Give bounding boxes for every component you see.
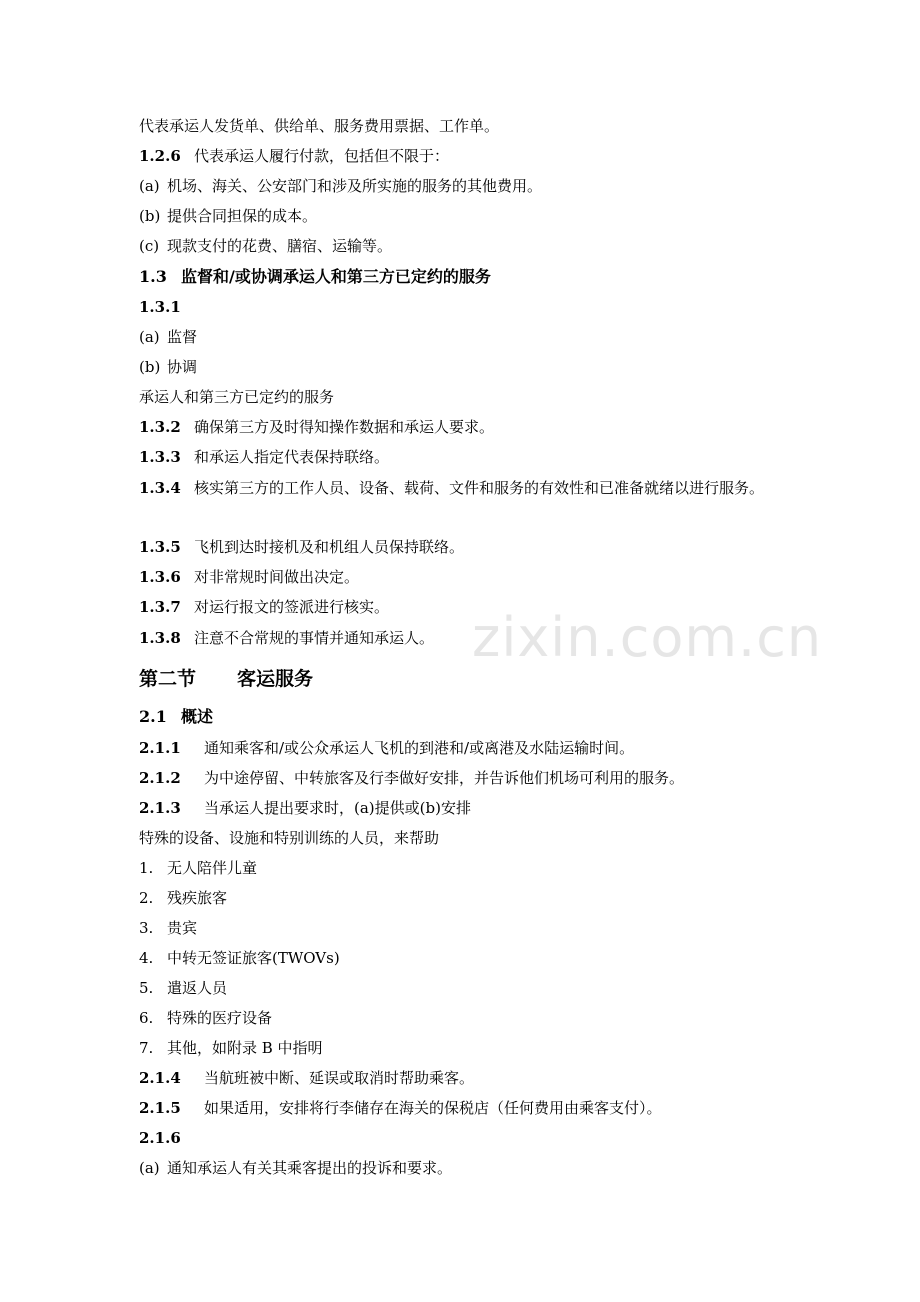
clause-text: 对运行报文的签派进行核实。 [194, 598, 390, 616]
list-item [139, 325, 197, 349]
item-text: 遣返人员 [167, 979, 228, 997]
paragraph: 特殊的设备、设施和特别训练的人员，来帮助 [139, 829, 440, 847]
clause-1-2-6 [139, 144, 449, 168]
clause-text: 为中途停留、中转旅客及行李做好安排，并告诉他们机场可利用的服务。 [204, 769, 685, 787]
item-number: 4. [139, 949, 154, 967]
clause-text: 代表承运人履行付款，包括但不限于： [194, 147, 450, 165]
item-text: 监督 [167, 328, 198, 346]
clause-number: 2.1.3 [139, 799, 181, 817]
chapter-title: 客运服务 [237, 668, 314, 690]
section-title: 监督和/或协调承运人和第三方已定约的服务 [181, 267, 491, 286]
item-label: (c) [139, 237, 160, 255]
list-item [139, 916, 197, 940]
section-title: 概述 [181, 707, 214, 726]
clause-1-3-8 [139, 626, 434, 650]
clause-number: 1.3.2 [139, 418, 181, 436]
clause-number: 1.3.7 [139, 598, 181, 616]
clause-number: 1.3.4 [139, 479, 181, 497]
item-label: (b) [139, 358, 161, 376]
list-item [139, 1006, 272, 1030]
clause-number: 1.2.6 [139, 147, 181, 165]
clause-1-3-7 [139, 595, 389, 619]
item-number: 5. [139, 979, 154, 997]
clause-1-3-3 [139, 445, 389, 469]
item-text: 其他，如附录 B 中指明 [167, 1039, 323, 1057]
list-item [139, 946, 340, 970]
section-heading-2-1 [139, 705, 213, 729]
clause-text: 当承运人提出要求时，(a)提供或(b)安排 [204, 799, 471, 817]
clause-number: 1.3.5 [139, 538, 181, 556]
list-item [139, 174, 542, 198]
item-text: 机场、海关、公安部门和涉及所实施的服务的其他费用。 [167, 177, 543, 195]
clause-number: 1.3.6 [139, 568, 181, 586]
clause-text: 当航班被中断、延误或取消时帮助乘客。 [204, 1069, 475, 1087]
clause-2-1-3 [139, 796, 471, 820]
section-number: 2.1 [139, 707, 167, 726]
paragraph: 代表承运人发货单、供给单、服务费用票据、工作单。 [139, 117, 500, 135]
chapter-heading [139, 665, 313, 693]
clause-number: 2.1.2 [139, 769, 181, 787]
clause-1-3-5 [139, 535, 464, 559]
clause-1-3-6 [139, 565, 359, 589]
list-item [139, 355, 197, 379]
clause-2-1-2 [139, 766, 684, 790]
clause-number: 1.3.8 [139, 629, 181, 647]
item-number: 7. [139, 1039, 154, 1057]
item-label: (a) [139, 177, 160, 195]
item-label: (a) [139, 1159, 160, 1177]
clause-2-1-5 [139, 1096, 662, 1120]
clause-text: 飞机到达时接机及和机组人员保持联络。 [194, 538, 465, 556]
item-number: 6. [139, 1009, 154, 1027]
paragraph: 承运人和第三方已定约的服务 [139, 388, 335, 406]
item-text: 贵宾 [167, 919, 198, 937]
item-label: (a) [139, 328, 160, 346]
clause-text: 通知乘客和/或公众承运人飞机的到港和/或离港及水陆运输时间。 [204, 739, 635, 757]
list-item [139, 976, 227, 1000]
clause-1-3-2 [139, 415, 494, 439]
item-text: 特殊的医疗设备 [167, 1009, 273, 1027]
item-text: 中转无签证旅客(TWOVs) [167, 949, 340, 967]
clause-2-1-4 [139, 1066, 474, 1090]
clause-number: 1.3.1 [139, 298, 181, 316]
item-text: 残疾旅客 [167, 889, 228, 907]
watermark: zixin.com.cn [472, 606, 823, 669]
list-item [139, 234, 392, 258]
chapter-number: 第二节 [139, 668, 197, 690]
section-number: 1.3 [139, 267, 167, 286]
clause-number: 2.1.6 [139, 1129, 181, 1147]
section-heading-1-3 [139, 265, 491, 289]
clause-number: 2.1.4 [139, 1069, 181, 1087]
item-text: 无人陪伴儿童 [167, 859, 258, 877]
clause-text: 注意不合常规的事情并通知承运人。 [194, 629, 435, 647]
item-text: 提供合同担保的成本。 [167, 207, 318, 225]
item-text: 通知承运人有关其乘客提出的投诉和要求。 [167, 1159, 453, 1177]
clause-text: 确保第三方及时得知操作数据和承运人要求。 [194, 418, 495, 436]
item-text: 协调 [167, 358, 198, 376]
clause-text: 核实第三方的工作人员、设备、载荷、文件和服务的有效性和已准备就绪以进行服务。 [194, 479, 765, 497]
item-number: 3. [139, 919, 154, 937]
clause-text: 对非常规时间做出决定。 [194, 568, 360, 586]
clause-number: 2.1.1 [139, 739, 181, 757]
clause-text: 如果适用，安排将行李储存在海关的保税店（任何费用由乘客支付）。 [204, 1099, 662, 1117]
list-item [139, 1036, 323, 1060]
list-item [139, 204, 317, 228]
item-number: 1. [139, 859, 154, 877]
list-item [139, 1156, 452, 1180]
list-item [139, 856, 257, 880]
clause-1-3-4 [139, 473, 789, 503]
item-number: 2. [139, 889, 154, 907]
clause-1-3-1 [139, 295, 181, 319]
clause-number: 1.3.3 [139, 448, 181, 466]
clause-text: 和承运人指定代表保持联络。 [194, 448, 390, 466]
list-item [139, 886, 227, 910]
item-text: 现款支付的花费、膳宿、运输等。 [167, 237, 393, 255]
clause-number: 2.1.5 [139, 1099, 181, 1117]
item-label: (b) [139, 207, 161, 225]
clause-2-1-1 [139, 736, 634, 760]
clause-2-1-6 [139, 1126, 181, 1150]
